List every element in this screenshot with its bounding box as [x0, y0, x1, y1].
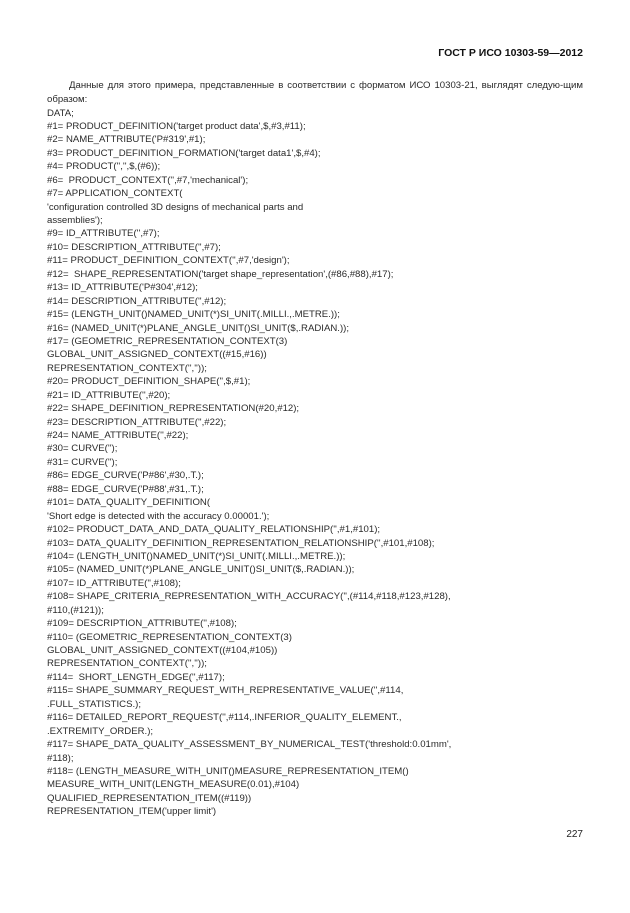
intro-paragraph: Данные для этого примера, представленные в соответствии с форматом ИСО 10303-21, выглядят следую-щим образом:: [47, 80, 583, 105]
code-line: #10= DESCRIPTION_ATTRIBUTE('',#7);: [47, 241, 221, 253]
code-listing: [47, 107, 587, 819]
code-line: QUALIFIED_REPRESENTATION_ITEM((#119)): [47, 792, 252, 804]
code-line: #110,(#121));: [47, 604, 104, 616]
code-line: #7= APPLICATION_CONTEXT(: [47, 188, 183, 200]
code-line: #1= PRODUCT_DEFINITION('target product data',$,#3,#11);: [47, 120, 306, 132]
code-line: #21= ID_ATTRIBUTE('',#20);: [47, 389, 171, 401]
code-line: #118);: [47, 752, 74, 764]
document-header: ГОСТ Р ИСО 10303-59—2012: [438, 47, 583, 59]
code-line: #2= NAME_ATTRIBUTE('P#319',#1);: [47, 134, 206, 146]
code-line: .EXTREMITY_ORDER.);: [47, 725, 154, 737]
code-line: #118= (LENGTH_MEASURE_WITH_UNIT()MEASURE_REPRESENTATION_ITEM(): [47, 765, 409, 777]
code-line: #12= SHAPE_REPRESENTATION('target shape_representation',(#86,#88),#17);: [47, 268, 394, 280]
code-line: #102= PRODUCT_DATA_AND_DATA_QUALITY_RELATIONSHIP('',#1,#101);: [47, 524, 381, 536]
code-line: GLOBAL_UNIT_ASSIGNED_CONTEXT((#15,#16)): [47, 349, 267, 361]
page-number: 227: [566, 829, 583, 840]
code-line: #86= EDGE_CURVE('P#86',#30,.T.);: [47, 470, 204, 482]
code-line: GLOBAL_UNIT_ASSIGNED_CONTEXT((#104,#105)): [47, 645, 278, 656]
code-line: #24= NAME_ATTRIBUTE('',#22);: [47, 430, 189, 441]
code-line: #103= DATA_QUALITY_DEFINITION_REPRESENTATION_RELATIONSHIP('',#101,#108);: [47, 537, 435, 549]
code-line: REPRESENTATION_ITEM('upper limit'): [47, 806, 217, 818]
code-line: #108= SHAPE_CRITERIA_REPRESENTATION_WITH_ACCURACY('',(#114,#118,#123,#128),: [47, 591, 451, 603]
code-line: #13= ID_ATTRIBUTE('P#304',#12);: [47, 282, 198, 294]
code-line: #105= (NAMED_UNIT(*)PLANE_ANGLE_UNIT()SI_UNIT($,.RADIAN.));: [47, 564, 355, 576]
code-line: #31= CURVE('');: [47, 456, 118, 468]
code-line: #22= SHAPE_DEFINITION_REPRESENTATION(#20,#12);: [47, 403, 300, 415]
code-line: .FULL_STATISTICS.);: [47, 698, 141, 710]
code-line: #101= DATA_QUALITY_DEFINITION(: [47, 497, 211, 509]
code-line: #11= PRODUCT_DEFINITION_CONTEXT('',#7,'design');: [47, 255, 290, 267]
code-line: #15= (LENGTH_UNIT()NAMED_UNIT(*)SI_UNIT(.MILLI.,.METRE.));: [47, 309, 340, 321]
code-line: #104= (LENGTH_UNIT()NAMED_UNIT(*)SI_UNIT(.MILLI.,.METRE.));: [47, 550, 346, 562]
code-line: #9= ID_ATTRIBUTE('',#7);: [47, 228, 160, 240]
code-line: #6= PRODUCT_CONTEXT('',#7,'mechanical');: [47, 174, 249, 186]
code-line: #114= SHORT_LENGTH_EDGE('',#117);: [47, 671, 225, 683]
code-line: 'configuration controlled 3D designs of mechanical parts and: [47, 201, 304, 213]
code-line: #20= PRODUCT_DEFINITION_SHAPE('',$,#1);: [47, 376, 251, 388]
code-line: #115= SHAPE_SUMMARY_REQUEST_WITH_REPRESENTATIVE_VALUE('',#114,: [47, 685, 404, 697]
code-line: #109= DESCRIPTION_ATTRIBUTE('',#108);: [47, 618, 237, 630]
code-line: #4= PRODUCT('','',$,(#6));: [47, 161, 161, 173]
code-line: #23= DESCRIPTION_ATTRIBUTE('',#22);: [47, 416, 227, 428]
code-line: assemblies');: [47, 215, 103, 226]
code-line: 'Short edge is detected with the accuracy 0.00001.');: [47, 510, 270, 522]
code-line: MEASURE_WITH_UNIT(LENGTH_MEASURE(0.01),#104): [47, 779, 300, 791]
code-line: #107= ID_ATTRIBUTE('',#108);: [47, 577, 181, 589]
code-line: #17= (GEOMETRIC_REPRESENTATION_CONTEXT(3): [47, 335, 288, 347]
code-line: #110= (GEOMETRIC_REPRESENTATION_CONTEXT(3): [47, 631, 292, 643]
code-line: REPRESENTATION_CONTEXT('',''));: [47, 362, 207, 374]
code-line: REPRESENTATION_CONTEXT('',''));: [47, 658, 207, 670]
code-line: #117= SHAPE_DATA_QUALITY_ASSESSMENT_BY_NUMERICAL_TEST('threshold:0.01mm',: [47, 739, 452, 751]
code-line: #16= (NAMED_UNIT(*)PLANE_ANGLE_UNIT()SI_UNIT($,.RADIAN.));: [47, 322, 349, 334]
code-line: #30= CURVE('');: [47, 443, 118, 455]
code-line: #14= DESCRIPTION_ATTRIBUTE('',#12);: [47, 295, 227, 307]
code-line: #3= PRODUCT_DEFINITION_FORMATION('target data1',$,#4);: [47, 147, 321, 159]
code-line: DATA;: [47, 107, 74, 119]
code-line: #116= DETAILED_REPORT_REQUEST('',#114,.INFERIOR_QUALITY_ELEMENT.,: [47, 712, 402, 724]
code-line: #88= EDGE_CURVE('P#88',#31,.T.);: [47, 483, 204, 495]
